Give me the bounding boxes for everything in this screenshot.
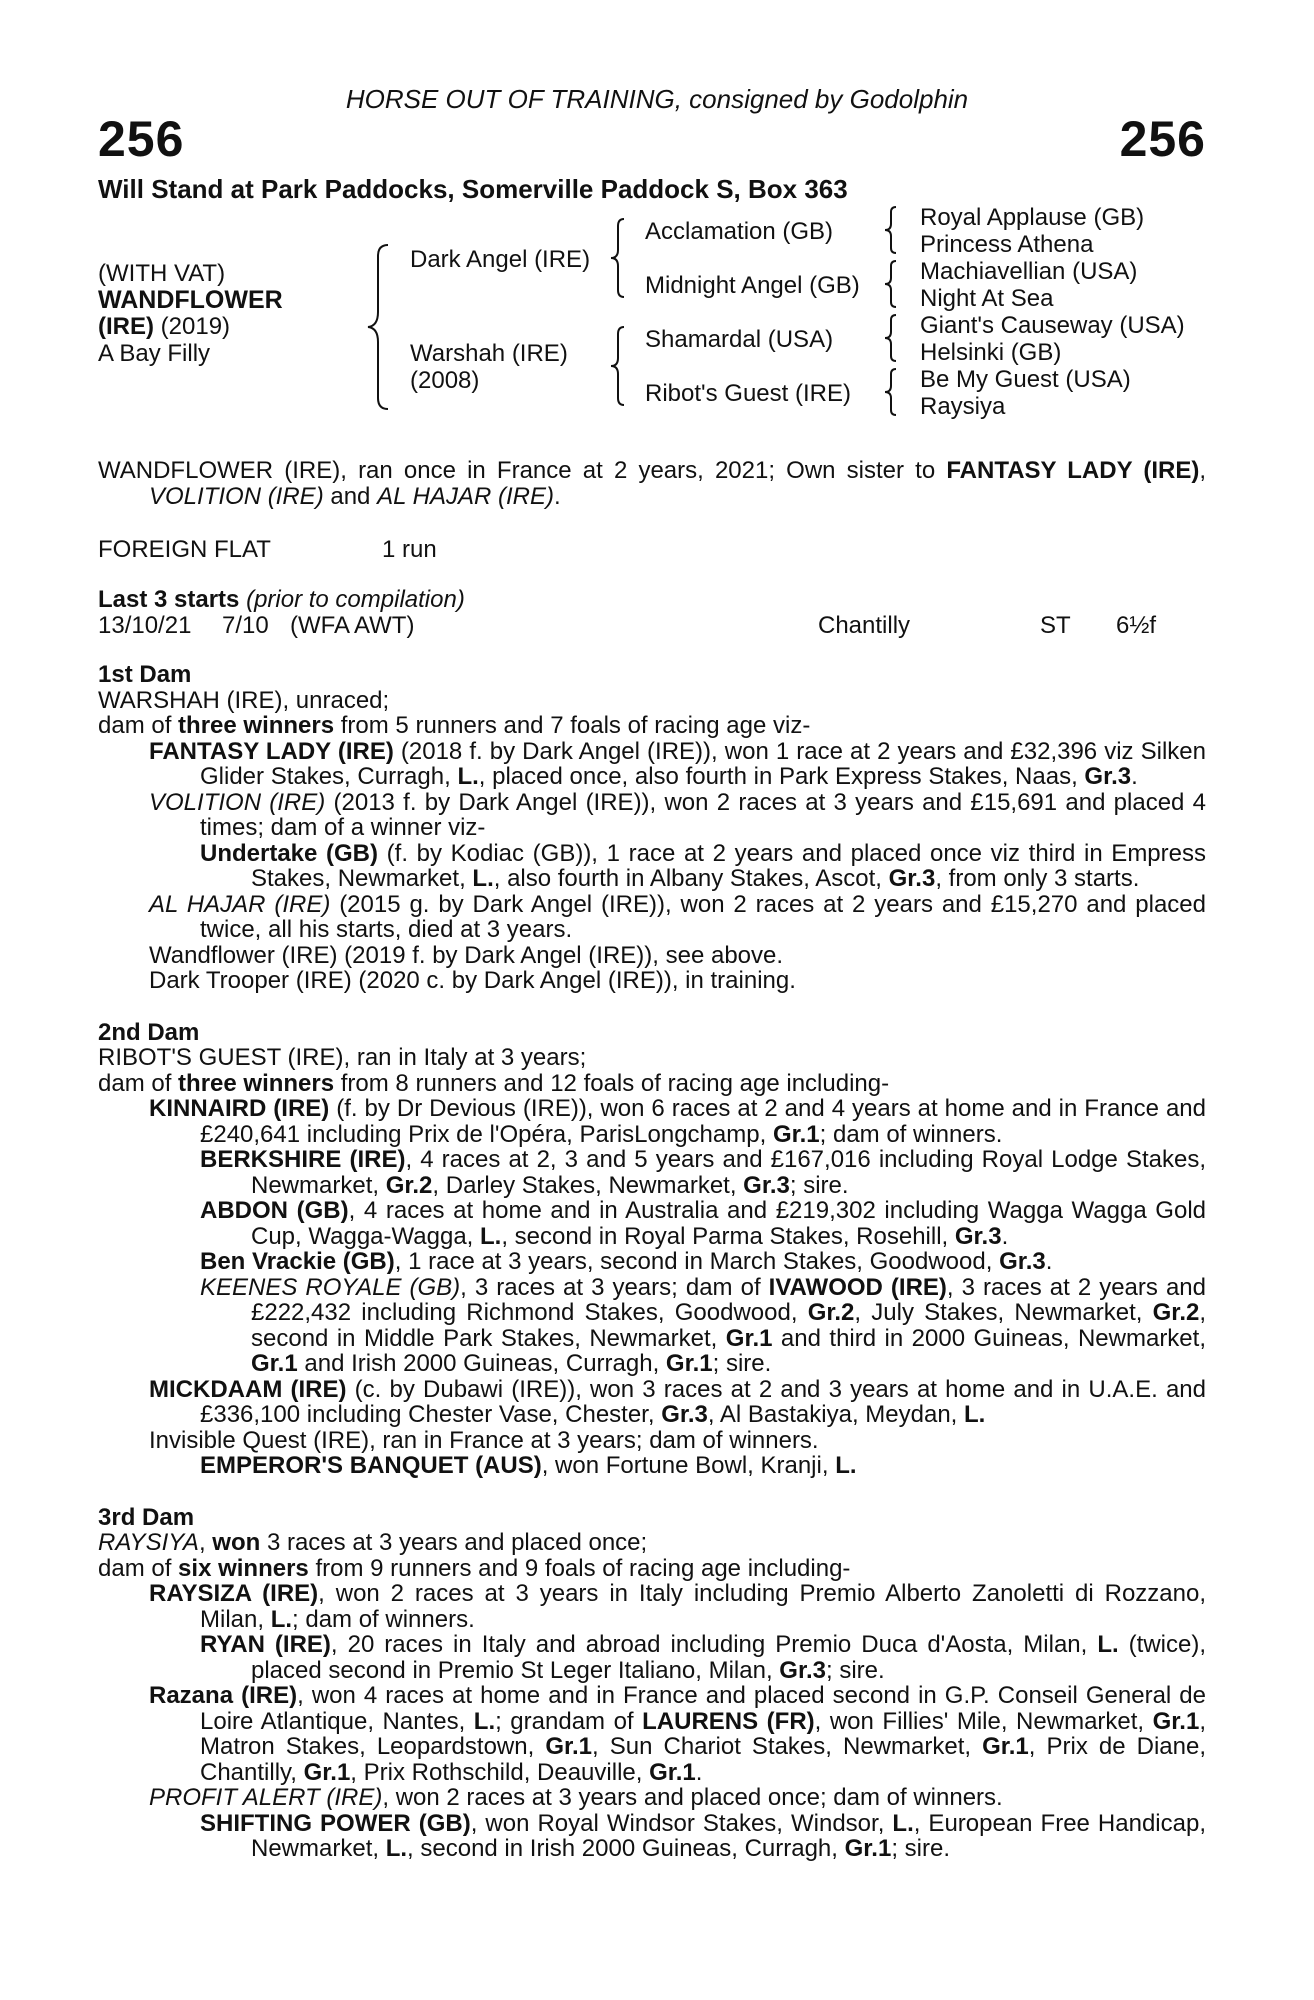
- dam1-entry-volition: [98, 790, 1206, 841]
- text-span: Undertake (GB): [200, 839, 379, 867]
- pedigree-dam-dam: Ribot's Guest (IRE): [645, 380, 851, 407]
- text-span: Gr.3: [661, 1401, 708, 1428]
- text-span: Gr.2: [807, 1299, 855, 1326]
- text-span: , 4 races at 2, 3 and 5 years and £167,016 including Royal Lodge Stakes, Newmarket,: [251, 1146, 1207, 1199]
- text-span: LAURENS (FR): [642, 1707, 815, 1735]
- pedigree-dam-sire: Shamardal (USA): [645, 326, 834, 353]
- text-span: ; grandam of: [495, 1707, 643, 1735]
- start-course: Chantilly: [818, 612, 911, 639]
- text-span: from 8 runners and 12 foals of racing age including-: [334, 1069, 890, 1097]
- text-span: 3 races at 3 years and placed once;: [260, 1529, 648, 1556]
- pedigree-sire: Dark Angel (IRE): [410, 246, 591, 273]
- text-span: , won Fillies' Mile, Newmarket,: [814, 1707, 1153, 1735]
- pedigree-ddd: Raysiya: [920, 393, 1006, 420]
- text-span: , won Royal Windsor Stakes, Windsor,: [470, 1809, 893, 1837]
- horse-country: (IRE): [98, 313, 154, 340]
- dam1-entry-dark-trooper: Dark Trooper (IRE) (2020 c. by Dark Angel (IRE)), in training.: [149, 967, 796, 994]
- horse-suffix-year: [98, 313, 230, 341]
- text-span: , July Stakes, Newmarket,: [854, 1299, 1153, 1326]
- text-span: SHIFTING POWER (GB): [200, 1809, 471, 1837]
- text-span: dam of: [98, 1069, 179, 1097]
- text-span: VOLITION (IRE): [149, 788, 326, 816]
- dam2-entry-mickdaam: [98, 1377, 1206, 1428]
- text-span: Gr.2: [1152, 1299, 1200, 1326]
- text-span: KINNAIRD (IRE): [149, 1095, 330, 1122]
- dam2-entry-kinnaird: [98, 1096, 1206, 1147]
- text-span: , Darley Stakes, Newmarket,: [432, 1171, 744, 1199]
- dam3-entry-shifting-power: [98, 1811, 1206, 1862]
- text-span: Gr.1: [982, 1733, 1029, 1760]
- dam2-title: 2nd Dam: [98, 1018, 200, 1046]
- text-span: (2018 f. by Dark Angel (IRE)), won 1 race at 2 years and £32,396 viz Silken Glider Stakes, Curragh,: [200, 737, 1206, 790]
- text-span: Gr.2: [385, 1171, 433, 1199]
- text-span: , Matron Stakes, Leopardstown,: [200, 1707, 1206, 1760]
- start-date: 13/10/21: [98, 612, 192, 639]
- text-span: Gr.3: [888, 865, 936, 892]
- text-span: , Prix Rothschild, Deauville,: [350, 1758, 650, 1786]
- dam2-entry-abdon: [98, 1198, 1206, 1249]
- horse-year: (2019): [160, 313, 231, 340]
- text-span: , also fourth in Albany Stakes, Ascot,: [493, 865, 889, 892]
- last-starts-heading: [98, 586, 465, 614]
- text-span: L.: [385, 1835, 408, 1862]
- dam1-entry-fantasy-lady: [98, 739, 1206, 790]
- dam2-entry-ben-vrackie: [98, 1249, 1206, 1275]
- text-span: (c. by Dubawi (IRE)), won 3 races at 2 and 3 years at home and in U.A.E. and £336,100 including Chester Vase, Chester,: [200, 1375, 1206, 1428]
- text-span: RYAN (IRE): [200, 1631, 331, 1658]
- horse-description: A Bay Filly: [98, 340, 211, 367]
- text-span: EMPEROR'S BANQUET (AUS): [200, 1452, 542, 1479]
- text-span: , 1 race at 3 years, second in March Stakes, Goodwood,: [394, 1248, 1000, 1275]
- start-race: (WFA AWT): [290, 612, 415, 639]
- text-span: (f. by Dr Devious (IRE)), won 6 races at 2 and 4 years at home and in France and £240,641 including Prix de l'Opéra, ParisLongchamp,: [200, 1095, 1206, 1148]
- text-span: Gr.1: [1152, 1707, 1200, 1735]
- text-span: six winners: [178, 1554, 309, 1582]
- pedigree-dsd: Helsinki (GB): [920, 339, 1062, 366]
- text-span: Gr.3: [743, 1171, 790, 1199]
- text-span: from 9 runners and 9 foals of racing age including-: [308, 1554, 851, 1582]
- text-span: and third in 2000 Guineas, Newmarket,: [772, 1324, 1206, 1352]
- dam1-entry-undertake: [98, 841, 1206, 892]
- dam3-entry-razana: [98, 1683, 1206, 1785]
- dam1-line1: WARSHAH (IRE), unraced;: [98, 686, 390, 714]
- text-span: .: [695, 1758, 703, 1786]
- pedigree-brace-ds: [880, 312, 900, 364]
- text-span: L.: [892, 1809, 914, 1837]
- pedigree-sds: Machiavellian (USA): [920, 258, 1138, 285]
- text-span: RAYSIYA: [98, 1529, 199, 1556]
- text-span: Gr.1: [725, 1324, 773, 1352]
- text-span: MICKDAAM (IRE): [149, 1375, 347, 1403]
- text-span: ; sire.: [789, 1171, 849, 1199]
- text-span: .: [1001, 1222, 1009, 1250]
- dam2-entry-emperors-banquet: [98, 1453, 1206, 1479]
- family-section: [98, 662, 1206, 1862]
- text-span: , second in Middle Park Stakes, Newmarket,: [251, 1299, 1207, 1352]
- text-span: L.: [473, 1707, 496, 1735]
- pedigree-dam: Warshah (IRE): [410, 340, 568, 367]
- text-span: (prior to compilation): [246, 586, 465, 613]
- pedigree-sire-dam: Midnight Angel (GB): [645, 272, 860, 299]
- text-span: L.: [457, 763, 479, 790]
- text-span: Gr.3: [779, 1656, 826, 1684]
- pedigree-brace-main: [360, 242, 392, 412]
- text-span: RAYSIZA (IRE): [149, 1580, 319, 1607]
- text-span: , second in Royal Parma Stakes, Rosehill,: [501, 1222, 955, 1250]
- text-span: (2015 g. by Dark Angel (IRE)), won 2 races at 2 years and £15,270 and placed twice, all his starts, died at 3 years.: [200, 890, 1206, 943]
- pedigree-brace-sd: [880, 258, 900, 310]
- dam3-entry-ryan: [98, 1632, 1206, 1683]
- horse-name: WANDFLOWER: [98, 286, 283, 314]
- text-span: .: [1045, 1248, 1053, 1275]
- text-span: Ben Vrackie (GB): [200, 1248, 395, 1275]
- pedigree-brace-sire: [606, 216, 628, 300]
- text-span: ; dam of winners.: [819, 1120, 1003, 1148]
- text-span: ; sire.: [826, 1656, 885, 1684]
- start-going: ST: [1040, 612, 1071, 639]
- pedigree-dds: Be My Guest (USA): [920, 366, 1131, 393]
- text-span: , won 4 races at home and in France and placed second in G.P. Conseil General de Loire Atlantique, Nantes,: [200, 1682, 1206, 1735]
- text-span: , from only 3 starts.: [935, 865, 1140, 892]
- text-span: , Sun Chariot Stakes, Newmarket,: [592, 1733, 983, 1760]
- record-value: 1 run: [382, 536, 437, 563]
- text-span: , 3 races at 2 years and £222,432 including Richmond Stakes, Goodwood,: [251, 1273, 1206, 1326]
- summary-paragraph: [98, 458, 1206, 509]
- text-span: PROFIT ALERT (IRE): [149, 1784, 383, 1811]
- text-span: won: [212, 1529, 261, 1556]
- text-span: three winners: [178, 1069, 335, 1097]
- text-span: , Al Bastakiya, Meydan,: [707, 1401, 965, 1428]
- text-span: ,: [198, 1529, 213, 1556]
- text-span: , won 2 races at 3 years and placed once; dam of winners.: [382, 1784, 1003, 1811]
- pedigree-dss: Giant's Causeway (USA): [920, 312, 1185, 339]
- text-span: , won 2 races at 3 years in Italy including Premio Alberto Zanoletti di Rozzano, Milan,: [200, 1580, 1207, 1633]
- text-span: , 4 races at home and in Australia and £219,302 including Wagga Wagga Gold Cup, Wagga-Wagga,: [251, 1197, 1207, 1250]
- vat-note: (WITH VAT): [98, 260, 226, 287]
- dam2-entry-invisible-quest: Invisible Quest (IRE), ran in France at 3 years; dam of winners.: [149, 1426, 819, 1454]
- dam3-produce-line: [98, 1556, 1206, 1582]
- stabling-location: Will Stand at Park Paddocks, Somerville Paddock S, Box 363: [98, 174, 848, 204]
- text-span: VOLITION (IRE): [149, 482, 324, 510]
- dam2-entry-berkshire: [98, 1147, 1206, 1198]
- text-span: , 20 races in Italy and abroad including Premio Duca d'Aosta, Milan,: [330, 1631, 1098, 1658]
- text-span: and Irish 2000 Guineas, Curragh,: [297, 1350, 666, 1377]
- text-span: ABDON (GB): [200, 1197, 349, 1224]
- pedigree-ssd: Princess Athena: [920, 231, 1094, 258]
- text-span: , European Free Handicap, Newmarket,: [251, 1809, 1207, 1862]
- text-span: AL HAJAR (IRE): [149, 890, 331, 918]
- pedigree-dam-year: (2008): [410, 367, 480, 394]
- pedigree-sdd: Night At Sea: [920, 285, 1054, 312]
- pedigree-brace-ss: [880, 204, 900, 256]
- text-span: Gr.3: [1084, 763, 1132, 790]
- text-span: BERKSHIRE (IRE): [200, 1146, 406, 1173]
- dam1-produce-line: [98, 713, 1206, 739]
- dam2-produce-line: [98, 1071, 1206, 1097]
- start-position: 7/10: [222, 612, 269, 639]
- text-span: L.: [480, 1222, 502, 1250]
- text-span: Gr.1: [844, 1835, 892, 1862]
- dam3-title: 3rd Dam: [98, 1503, 195, 1531]
- text-span: (f. by Kodiac (GB)), 1 race at 2 years and placed once viz third in Empress Stakes, Newmarket,: [251, 839, 1206, 892]
- text-span: Gr.3: [954, 1222, 1002, 1250]
- start-distance: 6½f: [1116, 612, 1157, 639]
- text-span: L.: [835, 1452, 857, 1479]
- text-span: L.: [1097, 1631, 1119, 1658]
- text-span: , second in Irish 2000 Guineas, Curragh,: [407, 1835, 845, 1862]
- text-span: IVAWOOD (IRE): [768, 1273, 947, 1301]
- catalogue-header: HORSE OUT OF TRAINING, consigned by Godolphin: [345, 84, 969, 114]
- text-span: ; sire.: [712, 1350, 772, 1377]
- dam2-entry-keenes-royale: [98, 1275, 1206, 1377]
- text-span: Gr.1: [649, 1758, 696, 1786]
- text-span: (twice), placed second in Premio St Leger Italiano, Milan,: [251, 1631, 1206, 1684]
- text-span: ; sire.: [891, 1835, 950, 1862]
- text-span: Gr.1: [545, 1733, 593, 1760]
- dam1-entry-al-hajar: [98, 892, 1206, 943]
- pedigree-sss: Royal Applause (GB): [920, 204, 1145, 231]
- text-span: three winners: [178, 712, 335, 739]
- text-span: Gr.1: [772, 1120, 820, 1148]
- pedigree-brace-dam: [606, 324, 628, 408]
- dam3-line1: [98, 1530, 1206, 1556]
- text-span: .: [1131, 763, 1138, 790]
- lot-number-left: 256: [98, 111, 185, 167]
- text-span: ,: [1199, 457, 1206, 484]
- text-span: FANTASY LADY (IRE): [149, 737, 394, 765]
- dam3-entry-raysiza: [98, 1581, 1206, 1632]
- lot-number-right: 256: [1119, 111, 1206, 167]
- text-span: WANDFLOWER (IRE), ran once in France at 2 years, 2021; Own sister to: [98, 457, 947, 484]
- text-span: , won Fortune Bowl, Kranji,: [541, 1452, 836, 1479]
- text-span: .: [554, 482, 561, 510]
- text-span: Gr.1: [251, 1350, 298, 1377]
- text-span: , 3 races at 3 years; dam of: [460, 1273, 769, 1301]
- dam2-line1: RIBOT'S GUEST (IRE), ran in Italy at 3 years;: [98, 1044, 587, 1071]
- text-span: FANTASY LADY (IRE): [946, 457, 1200, 484]
- text-span: Gr.1: [665, 1350, 713, 1377]
- dam3-entry-profit-alert: [98, 1785, 1206, 1811]
- dam1-title: 1st Dam: [98, 661, 192, 688]
- text-span: dam of: [98, 1554, 179, 1582]
- text-span: Razana (IRE): [149, 1682, 298, 1709]
- text-span: Last 3 starts: [98, 586, 240, 613]
- text-span: , placed once, also fourth in Park Express Stakes, Naas,: [478, 763, 1085, 790]
- pedigree-sire-sire: Acclamation (GB): [645, 218, 834, 245]
- text-span: ; dam of winners.: [292, 1605, 475, 1633]
- summary-line: [98, 458, 1206, 509]
- text-span: dam of: [98, 712, 179, 739]
- text-span: and: [323, 482, 378, 510]
- text-span: KEENES ROYALE (GB): [200, 1273, 461, 1301]
- text-span: Gr.1: [303, 1758, 351, 1786]
- text-span: (2013 f. by Dark Angel (IRE)), won 2 races at 3 years and £15,691 and placed 4 times; dam of a winner viz-: [200, 788, 1206, 841]
- text-span: Gr.3: [999, 1248, 1046, 1275]
- text-span: L.: [270, 1605, 293, 1633]
- text-span: L.: [964, 1401, 986, 1428]
- text-span: AL HAJAR (IRE): [377, 482, 555, 510]
- text-span: L.: [472, 865, 494, 892]
- pedigree-brace-dd: [880, 366, 900, 418]
- text-span: , Prix de Diane, Chantilly,: [200, 1733, 1206, 1786]
- text-span: from 5 runners and 7 foals of racing age viz-: [334, 712, 811, 739]
- dam1-entry-wandflower: Wandflower (IRE) (2019 f. by Dark Angel (IRE)), see above.: [149, 941, 784, 969]
- record-label: FOREIGN FLAT: [98, 536, 271, 563]
